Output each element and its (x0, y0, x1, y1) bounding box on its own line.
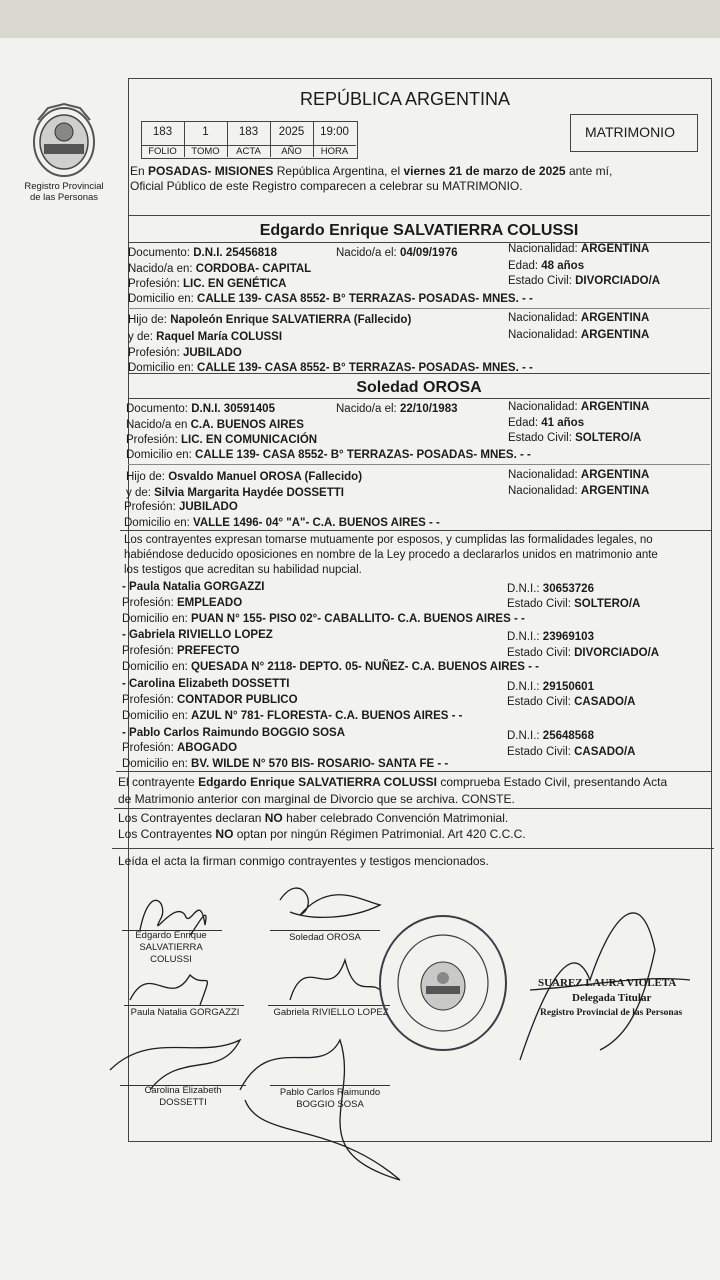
witness-3-civil-status: Estado Civil: CASADO/A (507, 696, 636, 708)
spouse2-mother: y de: Silvia Margarita Haydée DOSSETTI (126, 487, 344, 499)
acta-label: ACTA (236, 146, 261, 157)
spouse2-age: Edad: 41 años (508, 417, 585, 429)
spouse1-doc: Documento: D.N.I. 25456818 (128, 247, 277, 259)
spouse2-doc: Documento: D.N.I. 30591405 (126, 403, 275, 415)
spouse2-name: Soledad OROSA (356, 379, 482, 396)
witness-3-address: Domicilio en: AZUL N° 781- FLORESTA- C.A. BUENOS AIRES - - (122, 710, 463, 722)
spouse2-mother-nationality: Nacionalidad: ARGENTINA (508, 485, 650, 497)
regime-note: Los Contrayentes NO optan por ningún Régimen Patrimonial. Art 420 C.C.C. (118, 827, 526, 841)
intro-line-2: Oficial Público de este Registro comparecen a celebrar su MATRIMONIO. (130, 179, 523, 193)
spouse2-born: Nacido/a el: 22/10/1983 (336, 403, 458, 415)
spouse2-birthplace: Nacido/a en C.A. BUENOS AIRES (126, 419, 304, 431)
witness-1-name: - Paula Natalia GORGAZZI (122, 581, 265, 593)
spouse1-father-nationality: Nacionalidad: ARGENTINA (508, 312, 650, 324)
intro-line-1: En POSADAS- MISIONES República Argentina, el viernes 21 de marzo de 2025 ante mí, (130, 164, 613, 178)
signature-spouse1: Edgardo Enrique SALVATIERRA COLUSSI (135, 930, 207, 965)
declaration-line-1: Los contrayentes expresan tomarse mutuamente por esposos, y cumplidas las formalidades legales, no (124, 534, 653, 546)
declaration-line-3: los testigos que acreditan su habilidad nupcial. (124, 564, 362, 576)
spouse2-parents-address: Domicilio en: VALLE 1496- 04° "A"- C.A. BUENOS AIRES - - (124, 517, 440, 529)
spouse2-civil-status: Estado Civil: SOLTERO/A (508, 432, 642, 444)
spouse2-father: Hijo de: Osvaldo Manuel OROSA (Fallecido) (126, 471, 363, 483)
doc-type-label: MATRIMONIO (585, 124, 675, 140)
civil-status-note-2: de Matrimonio anterior con marginal de Divorcio que se archiva. CONSTE. (118, 792, 515, 806)
convention-note: Los Contrayentes declaran NO haber celebrado Convención Matrimonial. (118, 811, 509, 825)
spouse2-nationality: Nacionalidad: ARGENTINA (508, 401, 650, 413)
spouse1-father: Hijo de: Napoleón Enrique SALVATIERRA (Fallecido) (128, 314, 412, 326)
spouse1-profession: Profesión: LIC. EN GENÉTICA (128, 278, 287, 290)
spouse1-parents-address: Domicilio en: CALLE 139- CASA 8552- B° TERRAZAS- POSADAS- MNES. - - (128, 362, 533, 374)
country-title: REPÚBLICA ARGENTINA (300, 89, 511, 109)
witness-3-dni: D.N.I.: 29150601 (507, 681, 594, 693)
hour-label: HORA (320, 146, 349, 157)
spouse2-father-nationality: Nacionalidad: ARGENTINA (508, 469, 650, 481)
year-value: 2025 (278, 126, 305, 138)
folio-label: FOLIO (148, 146, 177, 157)
witness-2-civil-status: Estado Civil: DIVORCIADO/A (507, 647, 660, 659)
signatures-intro: Leída el acta la firman conmigo contrayentes y testigos mencionados. (118, 854, 489, 868)
spouse2-profession: Profesión: LIC. EN COMUNICACIÓN (126, 434, 318, 446)
witness-1-profession: Profesión: EMPLEADO (122, 597, 243, 609)
witness-2-profession: Profesión: PREFECTO (122, 645, 240, 657)
officer-name: SUAREZ LAURA VIOLETA (538, 977, 677, 989)
signature-witness1: Paula Natalia GORGAZZI (130, 1007, 240, 1018)
spouse1-civil-status: Estado Civil: DIVORCIADO/A (508, 275, 661, 287)
officer-organization: Registro Provincial de las Personas (540, 1008, 683, 1018)
acta-value: 183 (238, 126, 259, 138)
registry-name-line1: Registro Provincial (24, 181, 104, 192)
signature-witness2: Gabriela RIVIELLO LOPEZ (273, 1007, 389, 1018)
witness-4-civil-status: Estado Civil: CASADO/A (507, 746, 636, 758)
spouse1-parents-profession: Profesión: JUBILADO (128, 347, 242, 359)
witness-4-name: - Pablo Carlos Raimundo BOGGIO SOSA (122, 727, 345, 739)
spouse1-birthplace: Nacido/a en: CORDOBA- CAPITAL (128, 263, 312, 275)
spouse2-address: Domicilio en: CALLE 139- CASA 8552- B° TERRAZAS- POSADAS- MNES. - - (126, 449, 531, 461)
signature-witness3: Carolina Elizabeth DOSSETTI (144, 1085, 222, 1108)
official-seal (376, 912, 510, 1054)
handwritten-signatures (0, 860, 720, 1190)
registry-name-line2: de las Personas (29, 192, 99, 203)
witness-3-name: - Carolina Elizabeth DOSSETTI (122, 678, 290, 690)
witness-1-address: Domicilio en: PUAN N° 155- PISO 02°- CABALLITO- C.A. BUENOS AIRES - - (122, 613, 525, 625)
spouse2-parents-profession: Profesión: JUBILADO (124, 501, 238, 513)
witness-4-dni: D.N.I.: 25648568 (507, 730, 594, 742)
signature-spouse2: Soledad OROSA (289, 932, 361, 943)
civil-status-note-1: El contrayente Edgardo Enrique SALVATIERRA COLUSSI comprueba Estado Civil, presentando Acta (118, 775, 668, 789)
witness-3-profession: Profesión: CONTADOR PUBLICO (122, 694, 298, 706)
spouse1-nationality: Nacionalidad: ARGENTINA (508, 243, 650, 255)
witness-2-dni: D.N.I.: 23969103 (507, 631, 594, 643)
declaration-line-2: habiéndose deducido oposiciones en nombre de la Ley procedo a declararlos unidos en matrimonio ante (124, 549, 658, 561)
witness-4-profession: Profesión: ABOGADO (122, 742, 238, 754)
spouse1-name: Edgardo Enrique SALVATIERRA COLUSSI (259, 222, 579, 239)
spouse1-age: Edad: 48 años (508, 260, 585, 272)
year-label: AÑO (281, 146, 302, 157)
spouse1-address: Domicilio en: CALLE 139- CASA 8552- B° TERRAZAS- POSADAS- MNES. - - (128, 293, 533, 305)
tomo-label: TOMO (191, 146, 220, 157)
spouse1-mother-nationality: Nacionalidad: ARGENTINA (508, 329, 650, 341)
witness-1-civil-status: Estado Civil: SOLTERO/A (507, 598, 641, 610)
officer-role: Delegada Titular (572, 992, 652, 1004)
spouse1-born: Nacido/a el: 04/09/1976 (336, 247, 458, 259)
folio-value: 183 (152, 126, 173, 138)
hour-value: 19:00 (320, 126, 349, 138)
witness-4-address: Domicilio en: BV. WILDE N° 570 BIS- ROSARIO- SANTA FE - - (122, 758, 449, 770)
witness-1-dni: D.N.I.: 30653726 (507, 583, 594, 595)
spouse1-mother: y de: Raquel María COLUSSI (128, 331, 283, 343)
signature-witness4: Pablo Carlos Raimundo BOGGIO SOSA (279, 1087, 381, 1110)
province-emblem (28, 100, 100, 180)
witness-2-address: Domicilio en: QUESADA N° 2118- DEPTO. 05- NUÑEZ- C.A. BUENOS AIRES - - (122, 661, 539, 673)
tomo-value: 1 (202, 126, 209, 138)
witness-2-name: - Gabriela RIVIELLO LOPEZ (122, 629, 273, 641)
